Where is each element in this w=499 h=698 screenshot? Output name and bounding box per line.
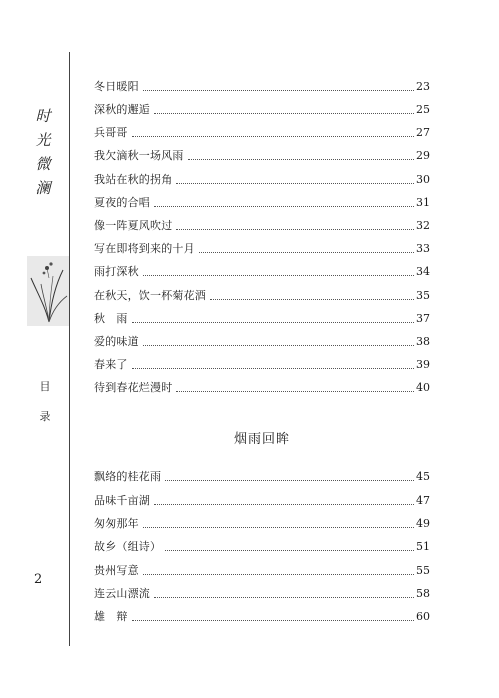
contents-label-char: 录 bbox=[39, 410, 51, 423]
toc-entry[interactable] bbox=[94, 194, 430, 210]
vertical-rule bbox=[69, 52, 70, 646]
toc-entry[interactable] bbox=[94, 263, 430, 279]
toc-entry[interactable] bbox=[94, 468, 430, 484]
toc-entry[interactable] bbox=[94, 124, 430, 140]
book-title-char: 微 bbox=[35, 155, 51, 173]
toc-entry[interactable] bbox=[94, 562, 430, 578]
toc-entry-page: 31 bbox=[416, 196, 430, 209]
dot-leader bbox=[176, 183, 414, 184]
toc-entry-page: 40 bbox=[416, 381, 430, 394]
dot-leader bbox=[165, 550, 414, 551]
book-title-char: 光 bbox=[35, 131, 51, 149]
book-title-vertical bbox=[34, 104, 52, 200]
toc-entry-page: 35 bbox=[416, 289, 430, 302]
contents-label-char: 目 bbox=[39, 380, 51, 393]
toc-entry[interactable] bbox=[94, 101, 430, 117]
dot-leader bbox=[132, 322, 414, 323]
section-heading: 烟雨回眸 bbox=[233, 432, 290, 447]
toc-entry-page: 34 bbox=[416, 265, 430, 278]
orchid-illustration bbox=[27, 256, 69, 326]
dot-leader bbox=[143, 90, 414, 91]
toc-entry-title: 我欠滴秋一场风雨 bbox=[94, 149, 184, 162]
contents-label-vertical bbox=[38, 372, 52, 432]
toc-entry-page: 38 bbox=[416, 335, 430, 348]
toc-entry-title: 雄 辩 bbox=[94, 610, 128, 623]
toc-entry-page: 33 bbox=[416, 242, 430, 255]
toc-entry-page: 47 bbox=[416, 494, 430, 507]
dot-leader bbox=[165, 480, 414, 481]
toc-entry-title: 爱的味道 bbox=[94, 335, 139, 348]
toc-entry[interactable] bbox=[94, 240, 430, 256]
dot-leader bbox=[132, 620, 414, 621]
dot-leader bbox=[154, 504, 414, 505]
toc-entry-title: 贵州写意 bbox=[94, 564, 139, 577]
toc-entry-title: 夏夜的合唱 bbox=[94, 196, 150, 209]
toc-entry[interactable] bbox=[94, 333, 430, 349]
toc-entry[interactable] bbox=[94, 217, 430, 233]
toc-entry-title: 秋 雨 bbox=[94, 312, 128, 325]
toc-entry-page: 39 bbox=[416, 358, 430, 371]
toc-entry-page: 23 bbox=[416, 80, 430, 93]
dot-leader bbox=[132, 368, 414, 369]
dot-leader bbox=[154, 206, 414, 207]
dot-leader bbox=[143, 574, 414, 575]
toc-entry[interactable] bbox=[94, 78, 430, 94]
book-title-char: 澜 bbox=[35, 179, 51, 197]
toc-entry-page: 27 bbox=[416, 126, 430, 139]
dot-leader bbox=[143, 527, 414, 528]
toc-entry-title: 匆匆那年 bbox=[94, 517, 139, 530]
page-number: 2 bbox=[34, 572, 43, 587]
toc-entry-title: 像一阵夏风吹过 bbox=[94, 219, 173, 232]
dot-leader bbox=[143, 275, 414, 276]
toc-entry-page: 45 bbox=[416, 470, 430, 483]
dot-leader bbox=[154, 113, 414, 114]
dot-leader bbox=[143, 345, 414, 346]
dot-leader bbox=[199, 252, 414, 253]
dot-leader bbox=[210, 299, 414, 300]
toc-entry-page: 29 bbox=[416, 149, 430, 162]
toc-entry-page: 49 bbox=[416, 517, 430, 530]
toc-entry-page: 30 bbox=[416, 173, 430, 186]
toc-entry-page: 60 bbox=[416, 610, 430, 623]
toc-entry[interactable] bbox=[94, 310, 430, 326]
dot-leader bbox=[132, 136, 414, 137]
dot-leader bbox=[176, 229, 414, 230]
toc-entry-page: 55 bbox=[416, 564, 430, 577]
toc-entry-page: 51 bbox=[416, 540, 430, 553]
toc-entry[interactable] bbox=[94, 287, 430, 303]
toc-entry-title: 在秋天，饮一杯菊花酒 bbox=[94, 289, 206, 302]
toc-entry-page: 32 bbox=[416, 219, 430, 232]
toc-entry-page: 25 bbox=[416, 103, 430, 116]
toc-entry-page: 58 bbox=[416, 587, 430, 600]
toc-entry[interactable] bbox=[94, 147, 430, 163]
toc-entry-title: 待到春花烂漫时 bbox=[94, 381, 173, 394]
dot-leader bbox=[188, 159, 414, 160]
toc-entry[interactable] bbox=[94, 492, 430, 508]
toc-entry[interactable] bbox=[94, 608, 430, 624]
toc-entry[interactable] bbox=[94, 538, 430, 554]
toc-entry-title: 品味千亩湖 bbox=[94, 494, 150, 507]
toc-entry[interactable] bbox=[94, 379, 430, 395]
toc-entry-title: 飘络的桂花雨 bbox=[94, 470, 162, 483]
toc-entry-page: 37 bbox=[416, 312, 430, 325]
toc-entry-title: 故乡（组诗） bbox=[94, 540, 162, 553]
toc-entry[interactable] bbox=[94, 356, 430, 372]
toc-entry-title: 写在即将到来的十月 bbox=[94, 242, 195, 255]
toc-entry-title: 深秋的邂逅 bbox=[94, 103, 150, 116]
book-title-char: 时 bbox=[35, 107, 51, 125]
toc-entry-title: 我站在秋的拐角 bbox=[94, 173, 173, 186]
toc-entry[interactable] bbox=[94, 171, 430, 187]
toc-entry-title: 春来了 bbox=[94, 358, 128, 371]
toc-entry-title: 冬日暖阳 bbox=[94, 80, 139, 93]
dot-leader bbox=[154, 597, 414, 598]
dot-leader bbox=[176, 391, 414, 392]
toc-entry[interactable] bbox=[94, 515, 430, 531]
toc-entry-title: 兵哥哥 bbox=[94, 126, 128, 139]
toc-entry-title: 雨打深秋 bbox=[94, 265, 139, 278]
toc-entry-title: 连云山漂流 bbox=[94, 587, 150, 600]
toc-entry[interactable] bbox=[94, 585, 430, 601]
